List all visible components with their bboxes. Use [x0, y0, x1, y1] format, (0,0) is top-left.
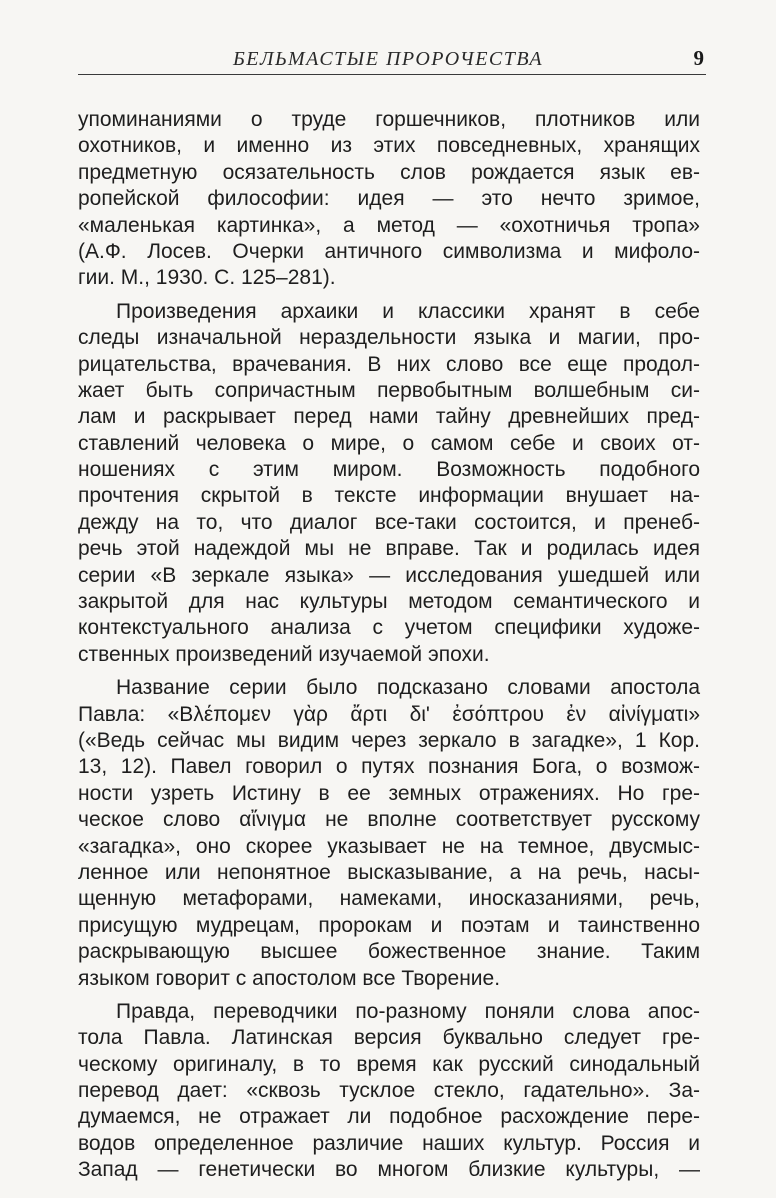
text-line: языком говорит с апостолом все Творение.	[78, 966, 501, 990]
text-line: ности узреть Истину в ее земных отражениях. Но гре-	[78, 781, 700, 805]
text-line: водов определенное различие наших культур. Россия и	[78, 1131, 700, 1155]
text-line: «загадка», оно скорее указывает не на темное, двусмыс-	[78, 834, 700, 858]
text-line: жает быть сопричастным первобытным волшебным си-	[78, 378, 700, 402]
text-line: упоминаниями о труде горшечников, плотников или	[78, 108, 700, 131]
text-line: закрытой для нас культуры методом семантического и	[78, 590, 700, 614]
text-line: предметную осязательность слов рождается язык ев-	[78, 160, 700, 184]
running-head	[78, 46, 706, 76]
paragraph-2	[78, 299, 700, 668]
header-rule	[78, 74, 706, 75]
text-line: перевод дает: «сквозь тусклое стекло, гадательно». За-	[78, 1079, 700, 1103]
body-text	[78, 107, 700, 1184]
text-line: присущую мудрецам, пророкам и поэтам и таинственно	[78, 913, 700, 937]
text-line: Павла: «Βλέπομεν γὰρ ἄρτι δι' ἐσόπτρου ἐν αἰνίγματι»	[78, 702, 700, 726]
text-line: щенную метафорами, намеками, иносказаниями, речь,	[78, 887, 700, 911]
text-line: ропейской философии: идея — это нечто зримое,	[78, 187, 700, 211]
text-line: охотников, и именно из этих повседневных, хранящих	[78, 134, 700, 158]
text-line: («Ведь сейчас мы видим через зеркало в загадке», 1 Кор.	[78, 728, 700, 752]
text-line: ношениях с этим миром. Возможность подобного	[78, 458, 700, 482]
page-number: 9	[693, 46, 704, 70]
text-line: Запад — генетически во многом близкие культуры, —	[78, 1158, 700, 1182]
paragraph-3	[78, 675, 700, 992]
text-line: следы изначальной нераздельности языка и магии, про-	[78, 326, 700, 350]
text-line: думаемся, не отражает ли подобное расхождение пере-	[78, 1105, 700, 1129]
text-line: серии «В зеркале языка» — исследования ушедшей или	[78, 563, 700, 587]
text-line: дежду на то, что диалог все-таки состоится, и пренеб-	[78, 510, 700, 534]
text-line: Произведения архаики и классики хранят в себе	[116, 299, 700, 323]
text-line: контекстуального анализа с учетом специфики художе-	[78, 616, 700, 640]
text-line: «маленькая картинка», а метод — «охотничья тропа»	[78, 213, 700, 237]
paragraph-1	[78, 107, 700, 292]
text-line: гии. М., 1930. С. 125–281).	[78, 266, 336, 290]
running-title: БЕЛЬМАСТЫЕ ПРОРОЧЕСТВА	[233, 48, 544, 70]
text-line: речь этой надеждой мы не вправе. Так и родилась идея	[78, 537, 700, 561]
paragraph-4	[78, 999, 700, 1184]
text-line: Правда, переводчики по-разному поняли слова апос-	[116, 999, 700, 1023]
text-line: ческому оригиналу, в то время как русский синодальный	[78, 1052, 700, 1076]
text-line: ставлений человека о мире, о самом себе и своих от-	[78, 431, 700, 455]
text-line: лам и раскрывает перед нами тайну древнейших пред-	[78, 405, 700, 429]
text-line: раскрывающую высшее божественное знание. Таким	[78, 940, 700, 964]
text-line: тола Павла. Латинская версия буквально следует гре-	[78, 1026, 700, 1050]
text-line: ческое слово αἴνιγμα не вполне соответствует русскому	[78, 808, 700, 832]
text-line: ственных произведений изучаемой эпохи.	[78, 642, 490, 666]
text-line: ленное или непонятное высказывание, а на речь, насы-	[78, 860, 700, 884]
text-line: прочтения скрытой в тексте информации внушает на-	[78, 484, 700, 508]
text-line: Название серии было подсказано словами апостола	[116, 676, 700, 700]
text-line: 13, 12). Павел говорил о путях познания Бога, о возмож-	[78, 755, 700, 779]
text-line: (А.Ф. Лосев. Очерки античного символизма и мифоло-	[78, 239, 700, 263]
text-line: рицательства, врачевания. В них слово все еще продол-	[78, 352, 700, 376]
